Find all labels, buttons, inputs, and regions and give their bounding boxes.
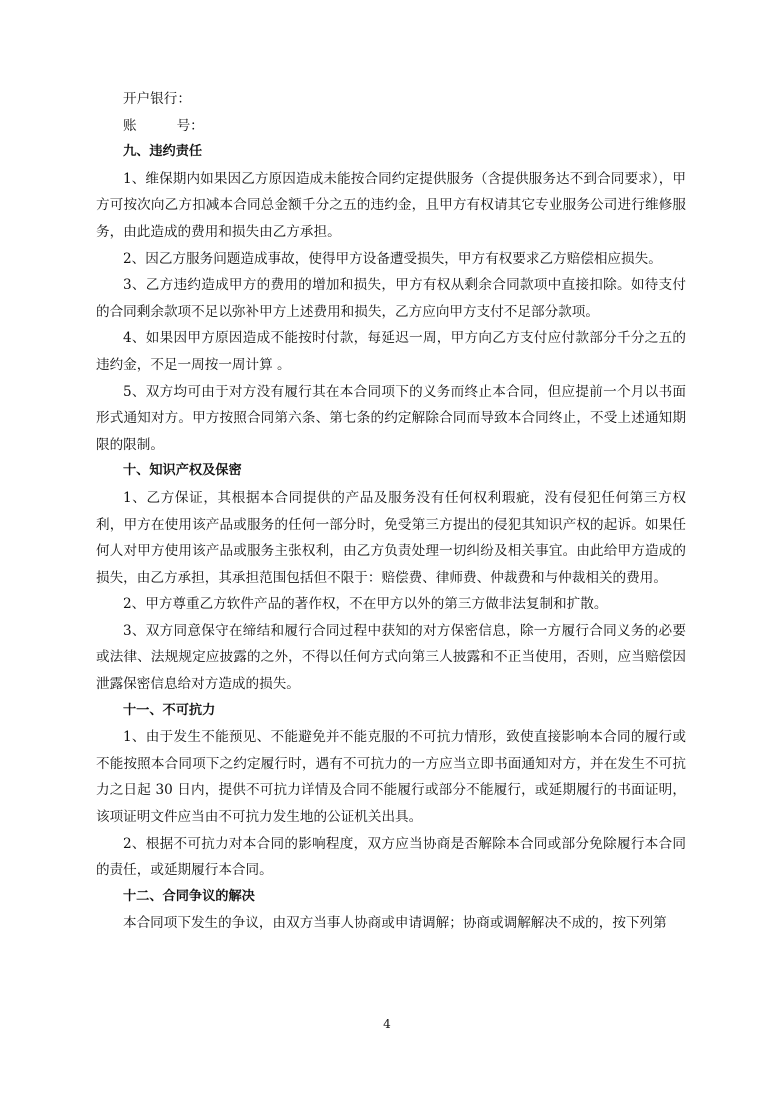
- ip-clause-1: 1、乙方保证，其根据本合同提供的产品及服务没有任何权利瑕疵，没有侵犯任何第三方权利，甲方在使用该产品或服务的任何一部分时，免受第三方提出的侵犯其知识产权的起诉。如果任何人对甲方使用该产品或服务主张权利，由乙方负责处理一切纠纷及相关事宜。由此给甲方造成的损失，由乙方承担，其承担范围包括但不限于：赔偿费、律师费、仲裁费和与仲裁相关的费用。: [96, 489, 686, 586]
- ip-clause-3: 3、双方同意保守在缔结和履行合同过程中获知的对方保密信息，除一方履行合同义务的必要或法律、法规规定应披露的之外，不得以任何方式向第三人披露和不正当使用，否则，应当赔偿因泄露保密信息给对方造成的损失。: [96, 622, 686, 693]
- breach-clause-3: 3、乙方违约造成甲方的费用的增加和损失，甲方有权从剩余合同款项中直接扣除。如待支付的合同剩余款项不足以弥补甲方上述费用和损失，乙方应向甲方支付不足部分款项。: [96, 277, 686, 320]
- section-heading-breach: 九、违约责任: [123, 144, 203, 160]
- page-number: 4: [383, 1017, 391, 1031]
- account-label-b: 号：: [176, 117, 204, 134]
- page-body: [96, 86, 686, 937]
- force-majeure-clause-2: 2、根据不可抗力对本合同的影响程度，双方应当协商是否解除本合同或部分免除履行本合同的责任，或延期履行本合同。: [96, 835, 686, 879]
- breach-clause-5: 5、双方均可由于对方没有履行其在本合同项下的义务而终止本合同，但应提前一个月以书面形式通知对方。甲方按照合同第六条、第七条的约定解除合同而导致本合同终止，不受上述通知期限的限制。: [96, 383, 686, 453]
- bank-field: [96, 86, 686, 113]
- ip-clause-2: 2、甲方尊重乙方软件产品的著作权，不在甲方以外的第三方做非法复制和扩散。: [123, 596, 608, 613]
- section-heading-dispute-resolution: 十二、合同争议的解决: [123, 888, 255, 904]
- section-heading-force-majeure: 十一、不可抗力: [123, 702, 216, 718]
- account-label-a: 账: [123, 117, 137, 134]
- account-field: [96, 113, 686, 140]
- bank-label: 开户银行：: [123, 91, 191, 107]
- force-majeure-clause-1: 1、由于发生不能预见、不能避免并不能克服的不可抗力情形，致使直接影响本合同的履行或不能按照本合同项下之约定履行时，遇有不可抗力的一方应当立即书面通知对方，并在发生不可抗力之日起 30 日内，提供不可抗力详情及合同不能履行或部分不能履行，或延期履行的书面证明，该项证明文件应当由不可抗力发生地的公证机关出具。: [96, 729, 686, 826]
- breach-clause-2: 2、因乙方服务问题造成事故，使得甲方设备遭受损失，甲方有权要求乙方赔偿相应损失。: [123, 250, 662, 267]
- section-heading-ip-confidentiality: 十、知识产权及保密: [123, 463, 242, 479]
- breach-clause-1: 1、维保期内如果因乙方原因造成未能按合同约定提供服务（含提供服务达不到合同要求），甲方可按次向乙方扣减本合同总金额千分之五的违约金，且甲方有权请其它专业服务公司进行维修服务，由此造成的费用和损失由乙方承担。: [96, 170, 686, 240]
- dispute-clause-1: 本合同项下发生的争议，由双方当事人协商或申请调解；协商或调解解决不成的，按下列第: [123, 915, 667, 932]
- breach-clause-4: 4、如果因甲方原因造成不能按时付款，每延迟一周，甲方向乙方支付应付款部分千分之五的违约金，不足一周按一周计算 。: [96, 330, 686, 373]
